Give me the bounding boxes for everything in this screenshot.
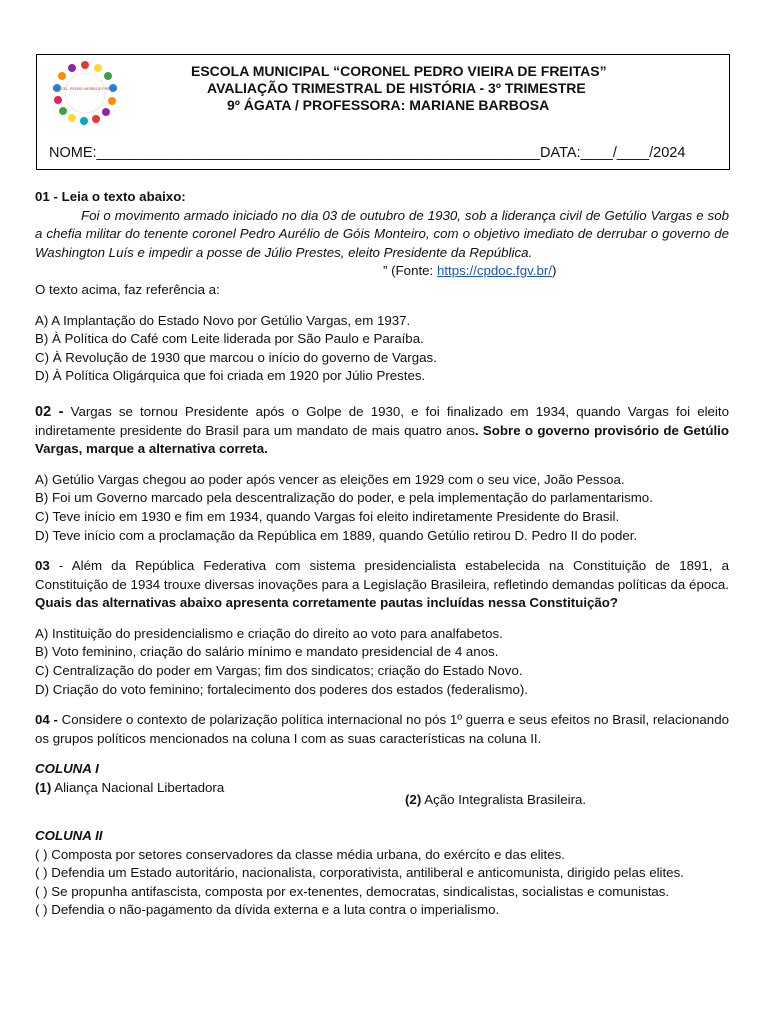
- column-2-item-2[interactable]: ( ) Defendia um Estado autoritário, nacionalista, corporativista, antiliberal e anticomunista, dirigido pelas elites.: [35, 865, 684, 881]
- q1-prompt: O texto acima, faz referência a:: [35, 281, 220, 297]
- q3-option-b[interactable]: B) Voto feminino, criação do salário mínimo e mandato presidencial de 4 anos.: [35, 644, 499, 660]
- q1-source-prefix: ” (Fonte:: [383, 263, 437, 279]
- q2-option-b[interactable]: B) Foi um Governo marcado pela descentralização do poder, e pela implementação do parlamentarismo.: [35, 490, 653, 506]
- column-1-item-2: [405, 791, 586, 810]
- q2-text: Vargas se tornou Presidente após o Golpe de 1930, e foi finalizado em 1934, quando Vargas foi eleito indiretamente presidente do Brasil para um mandato de mais quatro anos: [35, 403, 729, 438]
- q3-statement: [35, 557, 729, 613]
- school-logo: [53, 61, 117, 125]
- q3-option-d[interactable]: D) Criação do voto feminino; fortalecimento dos poderes dos estados (federalismo).: [35, 681, 528, 697]
- q1-source: [35, 262, 729, 281]
- exam-title: AVALIAÇÃO TRIMESTRAL DE HISTÓRIA - 3º TRIMESTRE: [207, 80, 586, 96]
- q2-option-c[interactable]: C) Teve início em 1930 e fim em 1934, quando Vargas foi eleito indiretamente Presidente do Brasil.: [35, 508, 620, 524]
- q3-option-c[interactable]: C) Centralização do poder em Vargas; fim dos sindicatos; criação do Estado Novo.: [35, 663, 523, 679]
- column-2-item-4[interactable]: ( ) Defendia o não-pagamento da dívida externa e a luta contra o imperialismo.: [35, 902, 500, 918]
- column-1-item-1: [35, 779, 224, 798]
- name-date-field[interactable]: NOME:_______________________________________________________DATA:____/____/2024: [49, 145, 686, 161]
- column-1-item-1-label: Aliança Nacional Libertadora: [51, 780, 225, 796]
- header-box: [36, 54, 730, 170]
- q2-statement: [35, 403, 729, 459]
- q3-question: Quais das alternativas abaixo apresenta corretamente pautas incluídas nessa Constituição?: [35, 595, 619, 611]
- column-1-items: [35, 779, 729, 815]
- column-1-item-2-label: Ação Integralista Brasileira.: [421, 792, 587, 808]
- logo-text: E.M. CEL. PEDRO VIEIRA DE FREITAS: [53, 87, 117, 91]
- q4-statement: [35, 711, 729, 748]
- q1-option-c[interactable]: C) À Revolução de 1930 que marcou o início do governo de Vargas.: [35, 349, 437, 365]
- q3-number: 03: [35, 558, 50, 574]
- q4-number: 04 -: [35, 712, 58, 728]
- q1-quote: [35, 207, 729, 263]
- q1-source-suffix: ): [552, 263, 557, 279]
- q4-text: Considere o contexto de polarização política internacional no pós 1º guerra e seus efeitos no Brasil, relacionando os grupos políticos mencionados na coluna I com as suas características na coluna II.: [35, 712, 729, 746]
- q3-text: - Além da República Federativa com sistema presidencialista estabelecida na Constituição de 1891, a Constituição de 1934 trouxe diversas inovações para a Legislação Brasileira, refletindo demandas políticas da época.: [35, 558, 729, 592]
- q2-number: 02 -: [35, 403, 64, 420]
- class-teacher: 9º ÁGATA / PROFESSORA: MARIANE BARBOSA: [227, 97, 550, 113]
- column-2-item-3[interactable]: ( ) Se propunha antifascista, composta por ex-tenentes, democratas, sindicalistas, socialistas e comunistas.: [35, 883, 670, 899]
- q1-heading: 01 - Leia o texto abaixo:: [35, 189, 186, 204]
- q2-option-d[interactable]: D) Teve início com a proclamação da República em 1889, quando Getúlio retirou D. Pedro II do poder.: [35, 527, 638, 543]
- school-name: ESCOLA MUNICIPAL “CORONEL PEDRO VIEIRA DE FREITAS”: [191, 63, 607, 79]
- q1-option-d[interactable]: D) À Política Oligárquica que foi criada em 1920 por Júlio Prestes.: [35, 368, 426, 384]
- q3-option-a[interactable]: A) Instituição do presidencialismo e criação do direito ao voto para analfabetos.: [35, 625, 503, 641]
- q2-question: . Sobre o governo provisório de Getúlio Vargas, marque a alternativa correta.: [35, 422, 729, 457]
- exam-content: [35, 188, 729, 920]
- column-1-item-1-number: (1): [35, 780, 52, 796]
- column-2-title: COLUNA II: [35, 828, 103, 844]
- source-link[interactable]: https://cpdoc.fgv.br/: [436, 263, 553, 279]
- q1-option-a[interactable]: A) A Implantação do Estado Novo por Getúlio Vargas, em 1937.: [35, 312, 411, 328]
- column-1-item-2-number: (2): [405, 792, 422, 808]
- column-2-item-1[interactable]: ( ) Composta por setores conservadores da classe média urbana, do exército e das elites.: [35, 846, 565, 862]
- column-1-title: COLUNA I: [35, 761, 99, 777]
- q1-option-b[interactable]: B) À Política do Café com Leite liderada por São Paulo e Paraíba.: [35, 331, 424, 347]
- q2-option-a[interactable]: A) Getúlio Vargas chegou ao poder após vencer as eleições em 1929 com o seu vice, João Pessoa.: [35, 471, 625, 487]
- q1-quote-text: Foi o movimento armado iniciado no dia 03 de outubro de 1930, sob a liderança civil de Getúlio Vargas e sob a chefia militar do tenente coronel Pedro Aurélio de Góis Monteiro, com o objetivo imediato de derrubar o governo de Washington Luís e impedir a posse de Júlio Prestes, eleito Presidente da República.: [35, 207, 729, 260]
